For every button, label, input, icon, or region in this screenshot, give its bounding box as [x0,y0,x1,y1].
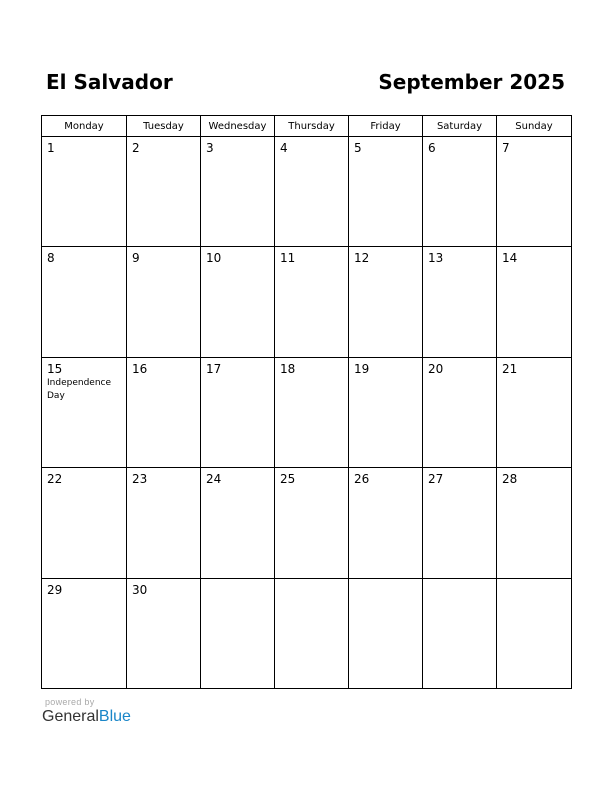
day-cell [201,247,275,357]
day-cell [497,247,572,357]
day-cell [127,578,201,688]
day-number: 6 [428,141,436,155]
day-number: 16 [132,361,148,376]
day-cell [349,357,423,467]
week-row [42,578,572,688]
day-number: 19 [354,361,370,376]
day-cell [349,468,423,578]
day-number: 26 [354,472,370,487]
day-cell [423,247,497,357]
day-number: 2 [132,141,140,155]
day-cell [42,247,127,357]
day-cell [201,578,275,688]
day-cell [275,357,349,467]
day-number: 17 [206,361,222,376]
country-title: El Salvador [46,70,173,94]
day-number: 25 [280,472,296,487]
week-row [42,468,572,578]
day-number: 1 [47,141,55,155]
day-number: 3 [206,141,214,155]
weekday-sunday: Sunday [497,116,572,137]
generalblue-logo [42,708,131,726]
day-number: 4 [280,141,288,155]
day-cell [42,357,127,467]
day-cell [275,578,349,688]
day-cell [201,357,275,467]
day-number: 11 [280,251,296,266]
weekday-thursday: Thursday [275,116,349,137]
week-row [42,357,572,467]
day-cell [275,137,349,247]
day-cell [497,137,572,247]
day-cell [423,578,497,688]
day-number: 9 [132,251,140,266]
powered-by-text: powered by [45,697,95,707]
holiday-label: Independence Day [47,377,112,401]
calendar-body [42,137,572,689]
calendar-grid [41,115,572,689]
weekday-monday: Monday [42,116,127,137]
day-number: 24 [206,472,222,487]
day-number: 20 [428,361,444,376]
day-number: 14 [502,251,518,266]
day-number: 21 [502,361,518,376]
month-title: September 2025 [378,70,565,94]
logo-general: General [42,708,99,725]
day-cell [127,247,201,357]
weekday-header-row [42,116,572,137]
weekday-saturday: Saturday [423,116,497,137]
day-cell [497,468,572,578]
day-cell [497,357,572,467]
day-cell [42,137,127,247]
day-number: 7 [502,141,510,155]
day-number: 13 [428,251,444,266]
day-number: 29 [47,582,63,597]
day-cell [201,468,275,578]
day-number: 18 [280,361,296,376]
day-cell [349,137,423,247]
day-number: 30 [132,582,148,597]
day-cell [201,137,275,247]
week-row [42,137,572,247]
weekday-wednesday: Wednesday [201,116,275,137]
weekday-friday: Friday [349,116,423,137]
day-number: 5 [354,141,362,155]
day-cell [423,137,497,247]
logo-blue: Blue [98,708,131,725]
day-number: 12 [354,251,370,266]
day-number: 23 [132,472,148,487]
day-cell [127,468,201,578]
week-row [42,247,572,357]
day-cell [423,357,497,467]
day-cell [275,468,349,578]
day-cell [349,578,423,688]
day-number: 22 [47,472,63,487]
day-cell [42,578,127,688]
day-cell [497,578,572,688]
day-cell [275,247,349,357]
day-number: 27 [428,472,444,487]
day-number: 8 [47,251,55,266]
day-number: 28 [502,472,518,487]
brand-footer [42,697,131,726]
day-cell [349,247,423,357]
day-cell [42,468,127,578]
day-cell [423,468,497,578]
day-cell [127,137,201,247]
day-cell [127,357,201,467]
day-number: 10 [206,251,222,266]
day-number: 15 [47,361,63,376]
weekday-tuesday: Tuesday [127,116,201,137]
